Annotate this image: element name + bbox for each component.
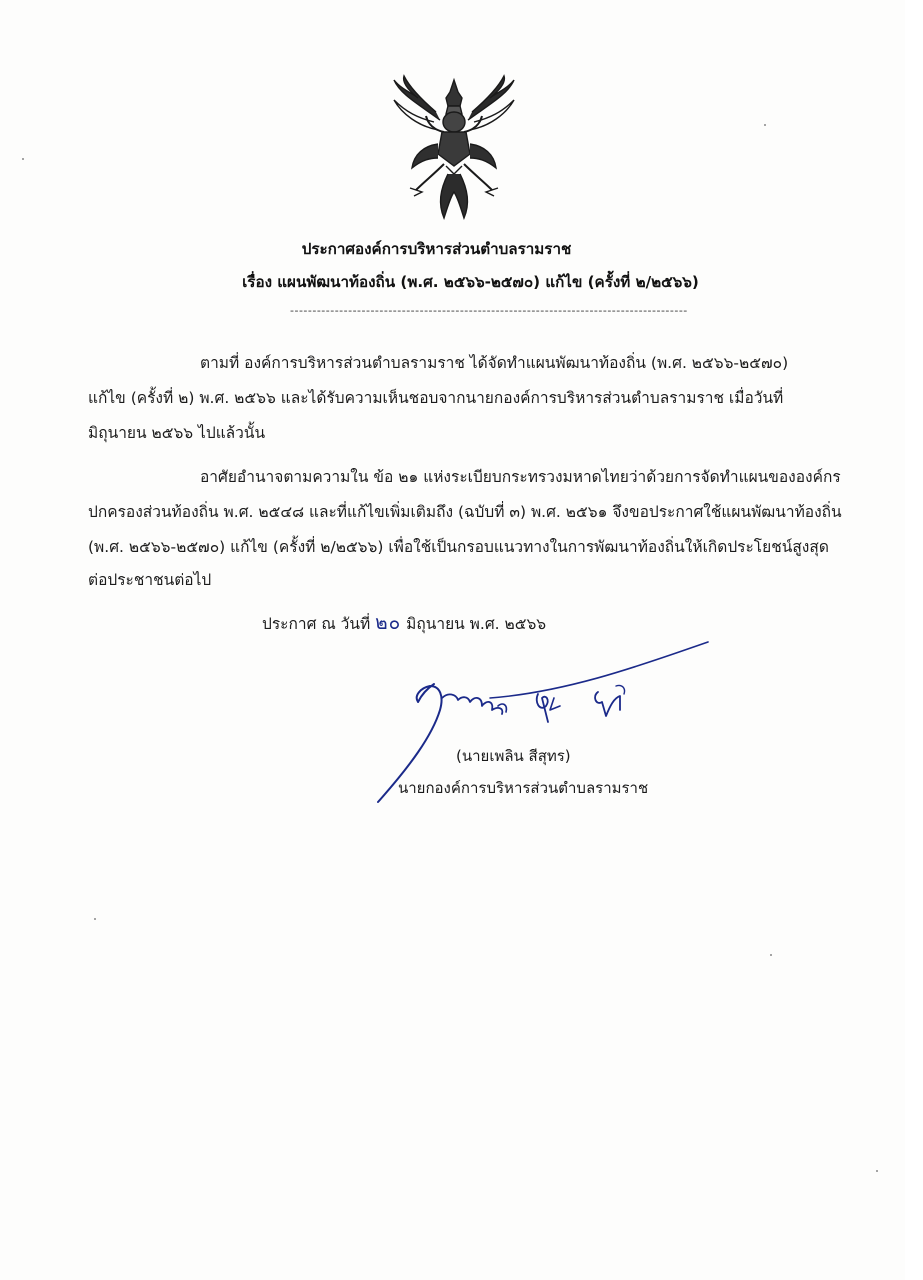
scan-speck bbox=[94, 918, 96, 920]
scan-speck bbox=[876, 1170, 878, 1172]
scan-speck bbox=[770, 954, 772, 956]
para2-line4: ต่อประชาชนต่อไป bbox=[88, 571, 212, 589]
scan-speck bbox=[764, 124, 766, 126]
para1-line2: แก้ไข (ครั้งที่ ๒) พ.ศ. ๒๕๖๖ และได้รับความเห็นชอบจากนายกองค์การบริหารส่วนตำบลรามราช เมื่อวันที่ bbox=[88, 389, 784, 407]
garuda-emblem bbox=[388, 74, 520, 224]
announcement-subject: เรื่อง แผนพัฒนาท้องถิ่น (พ.ศ. ๒๕๖๖-๒๕๗๐) แก้ไข (ครั้งที่ ๒/๒๕๖๖) bbox=[242, 273, 699, 291]
para2-line1: อาศัยอำนาจตามความใน ข้อ ๒๑ แห่งระเบียบกระทรวงมหาดไทยว่าด้วยการจัดทำแผนขององค์กร bbox=[200, 468, 841, 486]
announce-suffix: มิถุนายน พ.ศ. ๒๕๖๖ bbox=[406, 615, 547, 633]
title-divider: ----------------------------------------------------------------------------------------- bbox=[290, 304, 688, 317]
signer-position: นายกองค์การบริหารส่วนตำบลรามราช bbox=[398, 779, 649, 797]
announce-day: ๒๐ bbox=[375, 612, 402, 634]
announce-date bbox=[262, 608, 546, 638]
para1-line1: ตามที่ องค์การบริหารส่วนตำบลรามราช ได้จัดทำแผนพัฒนาท้องถิ่น (พ.ศ. ๒๕๖๖-๒๕๗๐) bbox=[200, 354, 789, 372]
para2-line3: (พ.ศ. ๒๕๖๖-๒๕๗๐) แก้ไข (ครั้งที่ ๒/๒๕๖๖) เพื่อใช้เป็นกรอบแนวทางในการพัฒนาท้องถิ่นให้เกิดประโยชน์สูงสุด bbox=[88, 538, 829, 556]
para2-line2: ปกครองส่วนท้องถิ่น พ.ศ. ๒๕๔๘ และที่แก้ไขเพิ่มเติมถึง (ฉบับที่ ๓) พ.ศ. ๒๕๖๑ จึงขอประกาศใช้แผนพัฒนาท้องถิ่น bbox=[88, 503, 842, 521]
scan-speck bbox=[22, 158, 24, 160]
announce-prefix: ประกาศ ณ วันที่ bbox=[262, 615, 371, 633]
announcement-title: ประกาศองค์การบริหารส่วนตำบลรามราช bbox=[301, 240, 572, 258]
signer-name: (นายเพลิน สีสุทร) bbox=[456, 747, 571, 765]
para1-line3: มิถุนายน ๒๕๖๖ ไปแล้วนั้น bbox=[88, 424, 266, 442]
